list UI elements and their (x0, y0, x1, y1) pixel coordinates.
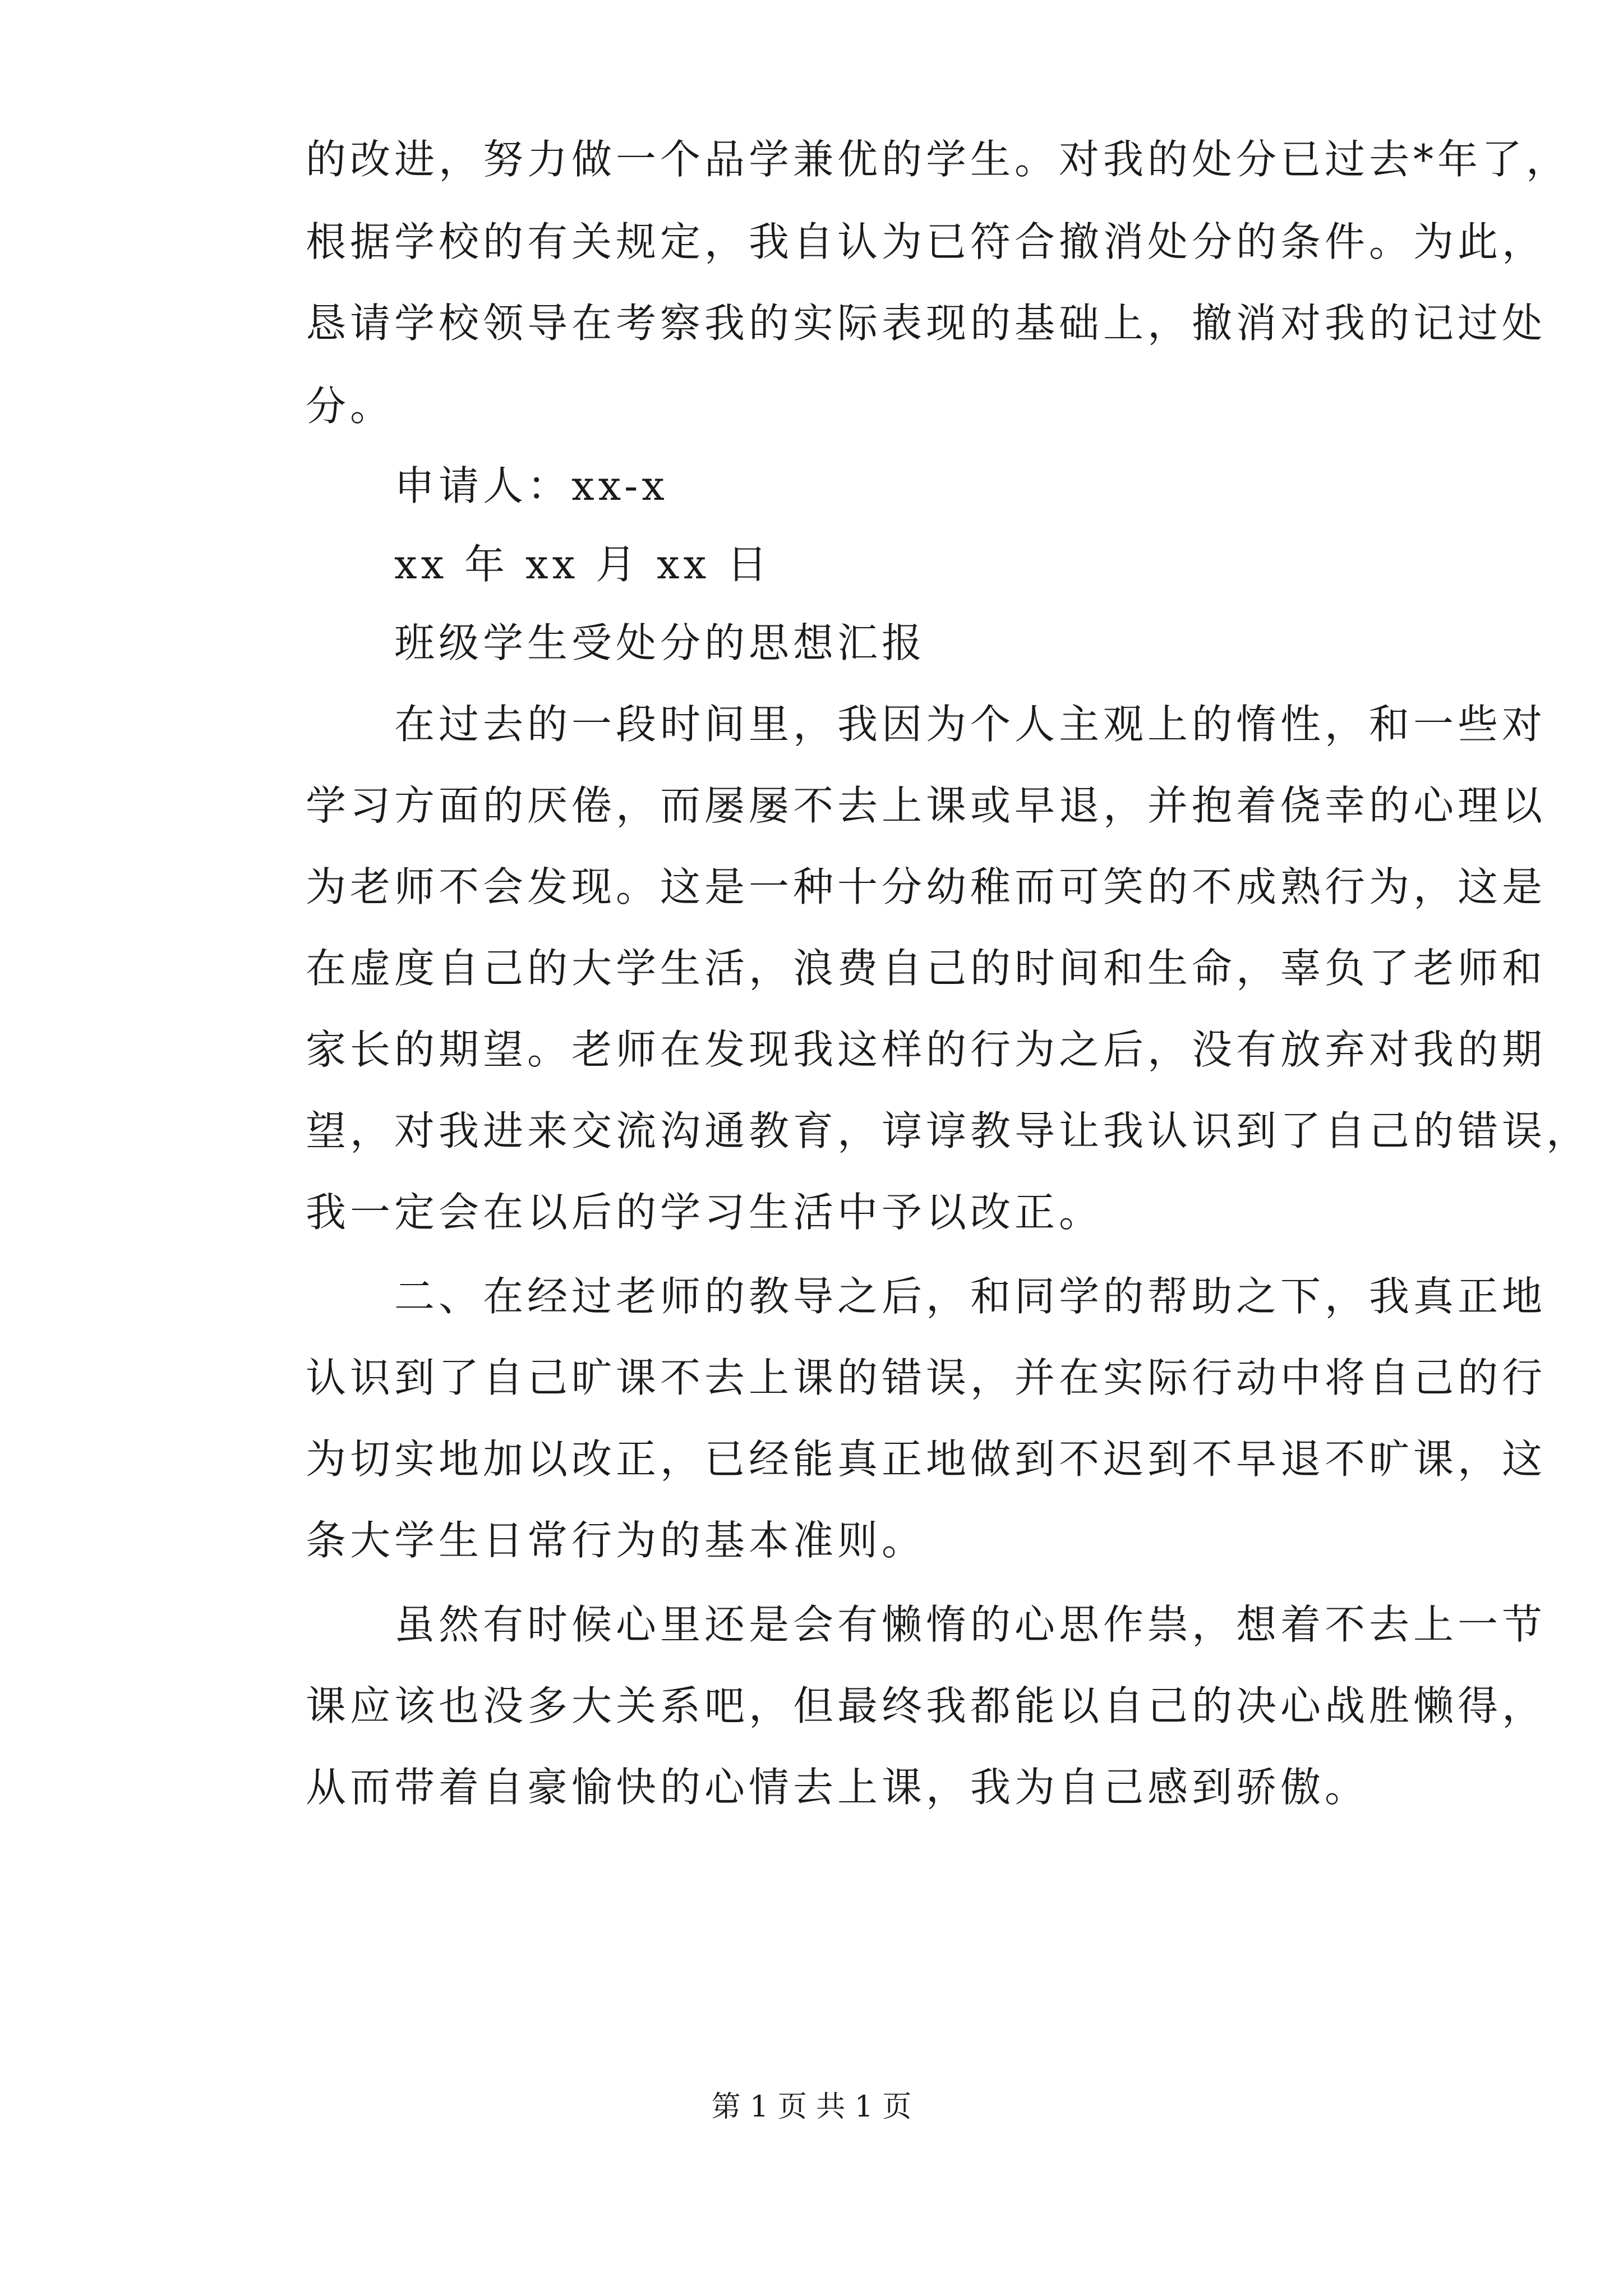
text-line: 二、在经过老师的教导之后，和同学的帮助之下，我真正地 (306, 1273, 1547, 1320)
date-line: xx 年 xx 月 xx 日 (306, 541, 772, 588)
text-line: 虽然有时候心里还是会有懒惰的心思作祟，想着不去上一节 (306, 1601, 1547, 1648)
text-line: 的改进，努力做一个品学兼优的学生。对我的处分已过去*年了， (306, 136, 1571, 183)
text-line: 在虚度自己的大学生活，浪费自己的时间和生命，辜负了老师和 (306, 945, 1547, 992)
text-line: 分。 (306, 383, 395, 430)
text-line: 望，对我进来交流沟通教育，谆谆教导让我认识到了自己的错误， (306, 1107, 1591, 1154)
page-number-footer: 第 1 页 共 1 页 (711, 2090, 912, 2124)
text-line: 课应该也没多大关系吧，但最终我都能以自己的决心战胜懒得， (306, 1682, 1547, 1729)
text-line: 根据学校的有关规定，我自认为已符合撤消处分的条件。为此， (306, 218, 1547, 265)
section-title: 班级学生受处分的思想汇报 (306, 619, 926, 666)
text-line: 条大学生日常行为的基本准则。 (306, 1517, 926, 1564)
text-line: 为老师不会发现。这是一种十分幼稚而可笑的不成熟行为，这是 (306, 863, 1547, 910)
applicant-line: 申请人：xx-x (306, 462, 668, 509)
text-line: 为切实地加以改正，已经能真正地做到不迟到不早退不旷课，这 (306, 1435, 1547, 1483)
text-line: 恳请学校领导在考察我的实际表现的基础上，撤消对我的记过处 (306, 300, 1547, 347)
text-line: 学习方面的厌倦，而屡屡不去上课或早退，并抱着侥幸的心理以 (306, 782, 1547, 829)
text-line: 在过去的一段时间里，我因为个人主观上的惰性，和一些对 (306, 701, 1547, 748)
text-line: 认识到了自己旷课不去上课的错误，并在实际行动中将自己的行 (306, 1354, 1547, 1401)
text-line: 从而带着自豪愉快的心情去上课，我为自己感到骄傲。 (306, 1764, 1370, 1811)
text-line: 家长的期望。老师在发现我这样的行为之后，没有放弃对我的期 (306, 1026, 1547, 1073)
text-line: 我一定会在以后的学习生活中予以改正。 (306, 1189, 1104, 1236)
